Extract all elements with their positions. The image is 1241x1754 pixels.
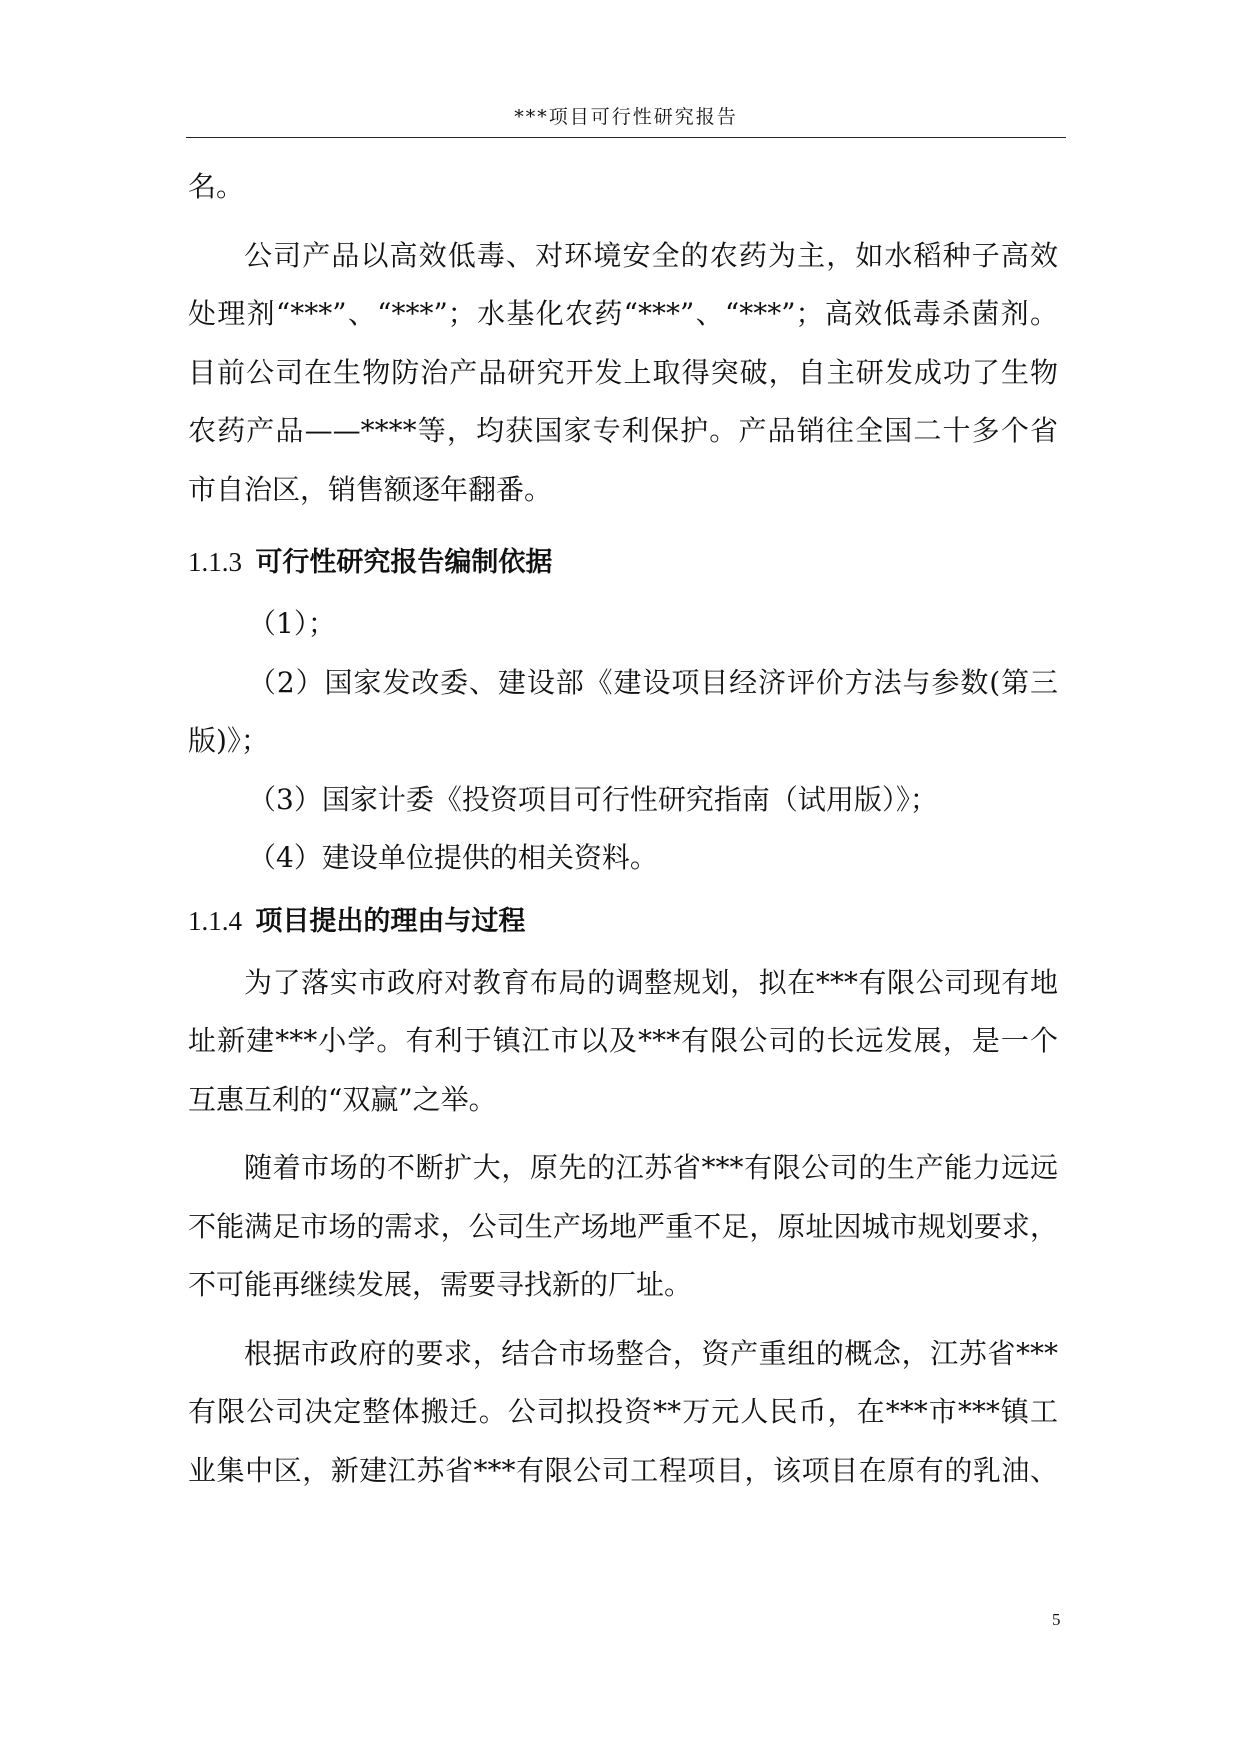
text-line: 互惠互利的“双赢”之举。 — [188, 1082, 497, 1116]
section-number: 1.1.3 — [188, 547, 242, 577]
text-line: 随着市场的不断扩大，原先的江苏省***有限公司的生产能力远远 — [244, 1151, 1058, 1184]
paragraph-continuation — [188, 158, 1058, 217]
text-line: 处理剂“***”、“***”；水基化农药“***”、“***”；高效低毒杀菌剂。 — [188, 297, 1058, 330]
header-divider — [186, 137, 1066, 138]
basis-list — [188, 595, 1058, 888]
basis-item: （2）国家发改委、建设部《建设项目经济评价方法与参数(第三 — [248, 665, 1058, 699]
text-line: 目前公司在生物防治产品研究开发上取得突破，自主研发成功了生物 — [188, 355, 1058, 389]
paragraph-market-expansion — [188, 1139, 1058, 1315]
document-body — [188, 158, 1058, 1500]
section-heading-1-1-4 — [188, 888, 1058, 954]
text-line: 有限公司决定整体搬迁。公司拟投资**万元人民币，在***市***镇工 — [188, 1395, 1058, 1428]
text-line: 农药产品——****等，均获国家专利保护。产品销往全国二十多个省 — [188, 414, 1058, 447]
text-line: 业集中区，新建江苏省***有限公司工程项目，该项目在原有的乳油、 — [188, 1453, 1058, 1487]
section-number: 1.1.4 — [188, 905, 242, 936]
text-line: 址新建***小学。有利于镇江市以及***有限公司的长远发展，是一个 — [188, 1024, 1058, 1057]
paragraph-company-products — [188, 227, 1058, 520]
text-line: 根据市政府的要求，结合市场整合，资产重组的概念，江苏省*** — [244, 1336, 1058, 1370]
basis-item: （1）； — [248, 607, 336, 640]
basis-item: （3）国家计委《投资项目可行性研究指南（试用版）》； — [248, 782, 938, 816]
paragraph-relocation — [188, 1325, 1058, 1501]
running-header: ***项目可行性研究报告 — [514, 106, 738, 128]
section-heading-1-1-3 — [188, 529, 1058, 595]
section-title: 可行性研究报告编制依据 — [255, 547, 553, 578]
basis-item-continuation: 版)》； — [188, 724, 269, 757]
page-number: 5 — [1052, 1610, 1061, 1629]
section-title: 项目提出的理由与过程 — [255, 905, 526, 937]
text-line: 市自治区，销售额逐年翻番。 — [188, 472, 553, 506]
text-line: 为了落实市政府对教育布局的调整规划，拟在***有限公司现有地 — [244, 965, 1058, 999]
basis-item: （4）建设单位提供的相关资料。 — [248, 841, 658, 874]
text-line: 名。 — [188, 170, 245, 203]
paragraph-education-plan — [188, 954, 1058, 1130]
text-line: 公司产品以高效低毒、对环境安全的农药为主，如水稻种子高效 — [244, 238, 1058, 272]
text-line: 不可能再继续发展，需要寻找新的厂址。 — [188, 1268, 693, 1301]
text-line: 不能满足市场的需求，公司生产场地严重不足，原址因城市规划要求， — [188, 1209, 1058, 1243]
